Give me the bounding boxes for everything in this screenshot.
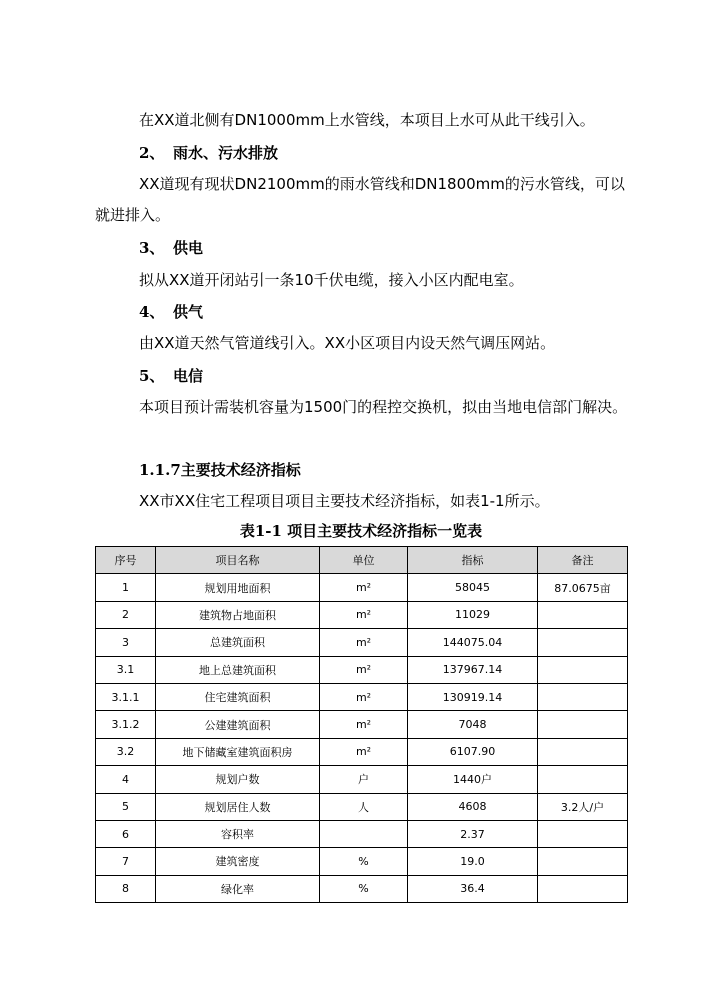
table-cell: 1 xyxy=(96,574,156,601)
table-cell: 3.2 xyxy=(96,738,156,765)
heading-text: 供气 xyxy=(173,303,204,321)
table-cell: 公建建筑面积 xyxy=(156,711,320,738)
table-row xyxy=(96,848,628,875)
table-cell: 4 xyxy=(96,766,156,793)
table-cell xyxy=(538,738,628,765)
heading-text: 电信 xyxy=(173,367,204,385)
table-row xyxy=(96,683,628,710)
table-row xyxy=(96,656,628,683)
paragraph-telecom: 本项目预计需装机容量为1500门的程控交换机，拟由当地电信部门解决。 xyxy=(139,398,628,416)
table-cell: m² xyxy=(320,629,408,656)
table-cell: 地上总建筑面积 xyxy=(156,656,320,683)
table-cell: 3.1.1 xyxy=(96,683,156,710)
table-cell: 绿化率 xyxy=(156,875,320,902)
table-cell xyxy=(538,601,628,628)
table-row xyxy=(96,629,628,656)
table-cell: 规划用地面积 xyxy=(156,574,320,601)
table-cell: 137967.14 xyxy=(408,656,538,683)
table-cell xyxy=(538,820,628,847)
heading-telecom xyxy=(139,361,203,392)
table-cell: % xyxy=(320,848,408,875)
header-cell: 备注 xyxy=(538,547,628,574)
table-row xyxy=(96,711,628,738)
table-row xyxy=(96,766,628,793)
heading-drainage xyxy=(139,138,278,169)
table-row xyxy=(96,738,628,765)
table-row xyxy=(96,820,628,847)
paragraph-water-supply: 在XX道北侧有DN1000mm上水管线，本项目上水可从此干线引入。 xyxy=(139,111,595,129)
table-cell: 建筑密度 xyxy=(156,848,320,875)
paragraph-indicators: XX市XX住宅工程项目项目主要技术经济指标，如表1-1所示。 xyxy=(139,492,550,510)
table-cell: 6 xyxy=(96,820,156,847)
table-cell: 建筑物占地面积 xyxy=(156,601,320,628)
table-row xyxy=(96,601,628,628)
table-cell: 人 xyxy=(320,793,408,820)
table-cell: 3 xyxy=(96,629,156,656)
table-cell xyxy=(538,875,628,902)
table-cell: 36.4 xyxy=(408,875,538,902)
table-cell: 2.37 xyxy=(408,820,538,847)
table-cell: 户 xyxy=(320,766,408,793)
table-cell: 144075.04 xyxy=(408,629,538,656)
table-cell xyxy=(538,683,628,710)
header-cell: 项目名称 xyxy=(156,547,320,574)
paragraph-drainage: XX道现有现状DN2100mm的雨水管线和DN1800mm的污水管线，可以就进排入。 xyxy=(95,175,625,224)
table-cell: 3.1.2 xyxy=(96,711,156,738)
table-cell: 地下储藏室建筑面积房 xyxy=(156,738,320,765)
heading-number: 2、 xyxy=(139,144,165,162)
table-cell: 87.0675亩 xyxy=(538,574,628,601)
table-cell: 19.0 xyxy=(408,848,538,875)
heading-number: 5、 xyxy=(139,367,165,385)
heading-gas xyxy=(139,297,203,328)
table-cell: 3.1 xyxy=(96,656,156,683)
table-cell: m² xyxy=(320,574,408,601)
table-cell: 3.2人/户 xyxy=(538,793,628,820)
table-cell xyxy=(538,656,628,683)
heading-number: 3、 xyxy=(139,239,165,257)
table-cell: m² xyxy=(320,683,408,710)
table-cell: 6107.90 xyxy=(408,738,538,765)
table-cell: 4608 xyxy=(408,793,538,820)
table-caption: 表1-1 项目主要技术经济指标一览表 xyxy=(239,522,483,540)
table-cell xyxy=(538,848,628,875)
table-cell: 8 xyxy=(96,875,156,902)
table-cell: m² xyxy=(320,711,408,738)
table-cell: 2 xyxy=(96,601,156,628)
paragraph-gas: 由XX道天然气管道线引入。XX小区项目内设天然气调压网站。 xyxy=(139,334,556,352)
heading-power xyxy=(139,233,203,264)
header-cell: 指标 xyxy=(408,547,538,574)
table-cell: 58045 xyxy=(408,574,538,601)
table-cell: 7 xyxy=(96,848,156,875)
table-cell: m² xyxy=(320,656,408,683)
table-cell: 规划居住人数 xyxy=(156,793,320,820)
table-cell: 住宅建筑面积 xyxy=(156,683,320,710)
table-cell: 11029 xyxy=(408,601,538,628)
table-row xyxy=(96,574,628,601)
table-cell xyxy=(538,629,628,656)
heading-text: 供电 xyxy=(173,239,204,257)
heading-text: 雨水、污水排放 xyxy=(173,144,279,162)
table-cell: m² xyxy=(320,601,408,628)
paragraph-power: 拟从XX道开闭站引一条10千伏电缆，接入小区内配电室。 xyxy=(139,271,524,289)
heading-number: 4、 xyxy=(139,303,165,321)
table-cell: 1440户 xyxy=(408,766,538,793)
table-cell: 7048 xyxy=(408,711,538,738)
table-cell: % xyxy=(320,875,408,902)
heading-text: 主要技术经济指标 xyxy=(180,461,301,479)
table-row xyxy=(96,793,628,820)
table-cell: 容积率 xyxy=(156,820,320,847)
table-cell: 规划户数 xyxy=(156,766,320,793)
table-cell: 5 xyxy=(96,793,156,820)
header-cell: 序号 xyxy=(96,547,156,574)
table-header-row xyxy=(96,547,628,574)
table-cell: 总建筑面积 xyxy=(156,629,320,656)
table-cell xyxy=(538,711,628,738)
table-cell: 130919.14 xyxy=(408,683,538,710)
table-row xyxy=(96,875,628,902)
indicators-table xyxy=(95,546,628,903)
table-cell xyxy=(320,820,408,847)
table-cell: m² xyxy=(320,738,408,765)
table-cell xyxy=(538,766,628,793)
heading-number: 1.1.7 xyxy=(139,461,181,479)
header-cell: 单位 xyxy=(320,547,408,574)
heading-indicators xyxy=(139,455,301,486)
